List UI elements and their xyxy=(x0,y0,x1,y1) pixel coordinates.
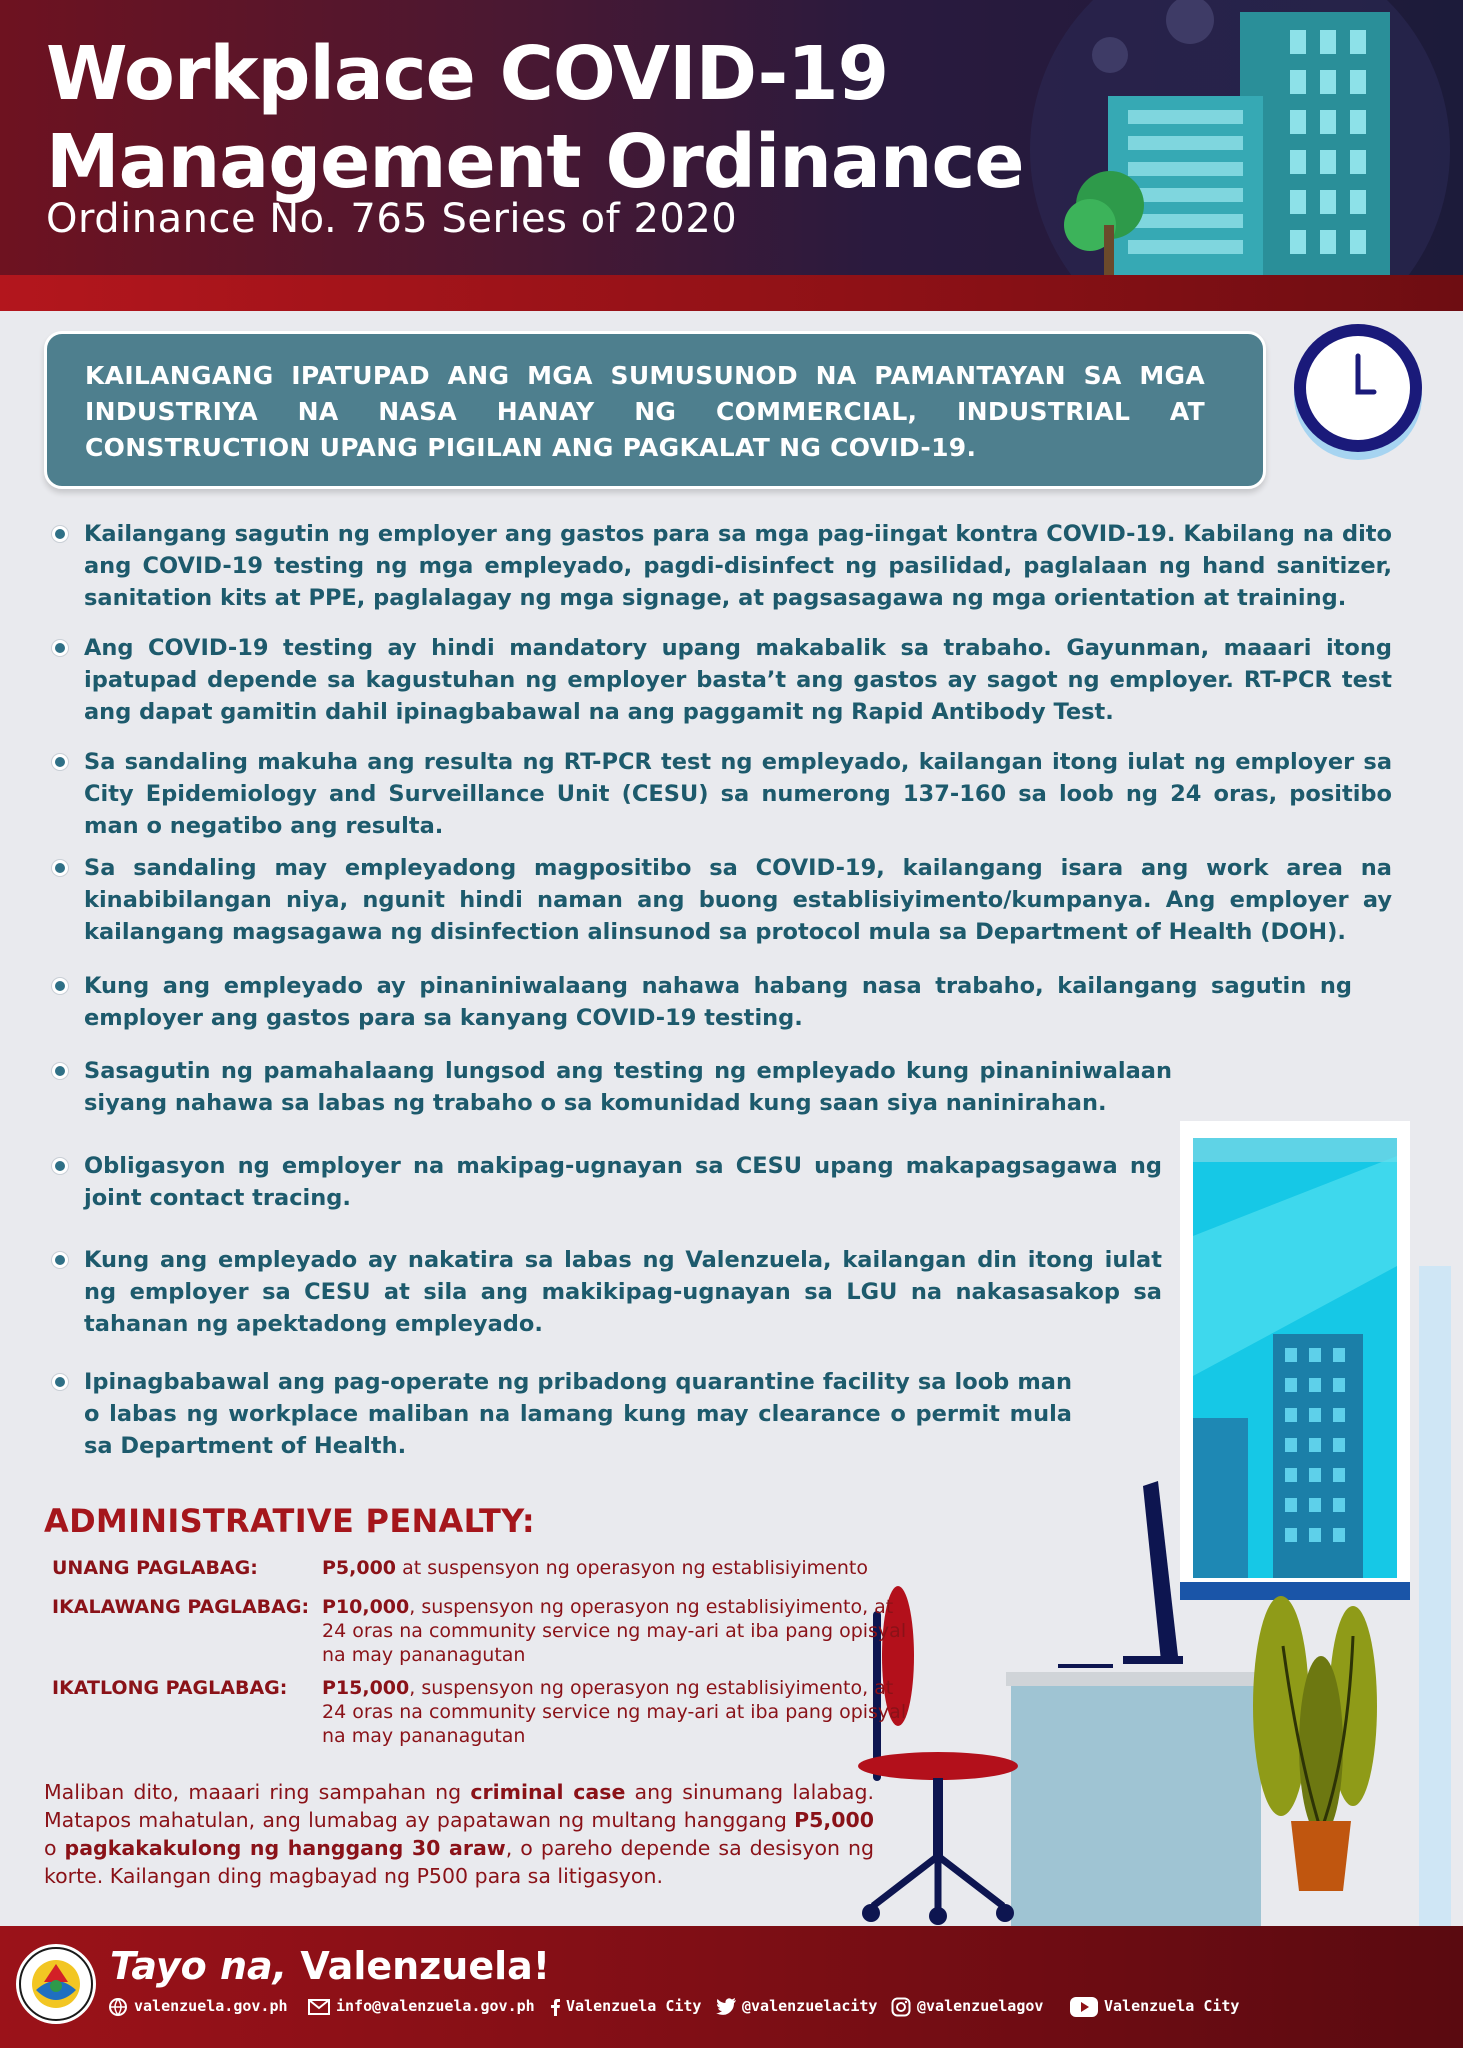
bullet-icon xyxy=(52,1374,68,1390)
penalty-text xyxy=(322,1556,912,1580)
bullet-icon xyxy=(52,978,68,994)
youtube-text: Valenzuela City xyxy=(1104,1997,1240,2015)
penalty-title: ADMINISTRATIVE PENALTY: xyxy=(44,1502,535,1540)
closing-text: o xyxy=(44,1836,65,1860)
bullet-icon xyxy=(52,754,68,770)
instagram-icon xyxy=(891,1997,911,2017)
bullet-text: Sa sandaling may empleyadong magpositibo sa COVID-19, kailangang isara ang work area na kinabibilangan niya, ngunit hindi naman ang buong establisiyimento/kumpanya. Ang employer ay kailangang magsagawa ng disinfection alinsunod sa protocol mula sa Department of Health (DOH). xyxy=(84,855,1392,945)
twitter-link[interactable] xyxy=(716,1994,877,2018)
closing-text: , o pareho depende sa desisyon ng korte. Kailangan ding magbayad ng P500 para sa litigasyon. xyxy=(44,1836,874,1888)
penalty-label: UNANG PAGLABAG: xyxy=(52,1557,258,1579)
bullet-text: Ang COVID-19 testing ay hindi mandatory upang makabalik sa trabaho. Gayunman, maaari itong ipatupad depende sa kagustuhan ng employer basta’t ang gastos ay sagot ng employer. RT-PCR test ang dapat gamitin dahil ipinagbabawal na ang paggamit ng Rapid Antibody Test. xyxy=(84,635,1392,725)
bullet-text: Sa sandaling makuha ang resulta ng RT-PCR test ng empleyado, kailangan itong iulat ng employer sa City Epidemiology and Surveillance Unit (CESU) sa numerong 137-160 sa loob ng 24 oras, positibo man o negatibo ang resulta. xyxy=(84,749,1392,839)
closing-paragraph xyxy=(44,1778,874,1890)
bullet-text: Sasagutin ng pamahalaang lungsod ang testing ng empleyado kung pinaniniwalaan siyang nahawa sa labas ng trabaho o sa komunidad kung saan siya naninirahan. xyxy=(84,1058,1172,1116)
title-line-1: Workplace COVID-19 xyxy=(46,31,889,117)
page-title xyxy=(46,30,1024,206)
header-banner xyxy=(0,0,1463,275)
instagram-link[interactable] xyxy=(891,1994,1043,2018)
bullet-text: Obligasyon ng employer na makipag-ugnayan sa CESU upang makapagsagawa ng joint contact tracing. xyxy=(84,1153,1162,1211)
penalty-label: IKALAWANG PAGLABAG: xyxy=(52,1596,310,1618)
penalty-amount: P15,000 xyxy=(322,1677,410,1699)
bullet-text: Kung ang empleyado ay pinaniniwalaang nahawa habang nasa trabaho, kailangang sagutin ng employer ang gastos para sa kanyang COVID-19 testing. xyxy=(84,973,1352,1031)
clock-icon xyxy=(1292,322,1428,462)
penalty-text xyxy=(322,1595,912,1667)
closing-bold: criminal case xyxy=(470,1780,626,1804)
list-item xyxy=(52,632,1392,728)
penalty-row-third xyxy=(52,1676,912,1752)
mail-icon xyxy=(308,1999,330,2015)
bullet-icon xyxy=(52,1252,68,1268)
ordinance-number: Ordinance No. 765 Series of 2020 xyxy=(46,196,738,242)
bullet-text: Kung ang empleyado ay nakatira sa labas ng Valenzuela, kailangan din itong iulat ng employer sa CESU at sila ang makikipag-ugnayan sa LGU na nakasasakop sa tahanan ng apektadong empleyado. xyxy=(84,1247,1162,1337)
penalty-amount: P5,000 xyxy=(322,1557,397,1579)
list-item xyxy=(52,1055,1172,1119)
penalty-description: , suspensyon ng operasyon ng establisiyimento, at 24 oras na community service ng may-ari at iba pang opisyal na may pananagutan xyxy=(322,1677,907,1747)
list-item xyxy=(52,970,1352,1034)
penalty-label: IKATLONG PAGLABAG: xyxy=(52,1677,288,1699)
closing-text: ang sinumang lalabag. Matapos mahatulan, ang lumabag ay papatawan ng multang hanggang xyxy=(44,1780,874,1832)
penalty-description: at suspensyon ng operasyon ng establisiyimento xyxy=(396,1557,868,1579)
instagram-text: @valenzuelagov xyxy=(917,1997,1044,2015)
twitter-text: @valenzuelacity xyxy=(742,1997,878,2015)
bullet-text: Ipinagbabawal ang pag-operate ng pribadong quarantine facility sa loob man o labas ng workplace maliban na lamang kung may clearance o permit mula sa Department of Health. xyxy=(84,1369,1072,1459)
facebook-text: Valenzuela City xyxy=(566,1997,702,2015)
facebook-link[interactable] xyxy=(550,1994,701,2018)
intro-text: KAILANGANG IPATUPAD ANG MGA SUMUSUNOD NA PAMANTAYAN SA MGA INDUSTRIYA NA NASA HANAY NG COMMERCIAL, INDUSTRIAL AT CONSTRUCTION UPANG PIGILAN ANG PAGKALAT NG COVID-19. xyxy=(85,361,1205,462)
youtube-icon xyxy=(1070,1997,1098,2017)
penalty-description: , suspensyon ng operasyon ng establisiyimento, at 24 oras na community service ng may-ari at iba pang opisyal na may pananagutan xyxy=(322,1596,907,1666)
penalty-amount: P10,000 xyxy=(322,1596,410,1618)
bullet-icon xyxy=(52,1063,68,1079)
bullet-icon xyxy=(52,640,68,656)
city-seal-logo xyxy=(14,1942,98,2026)
list-item xyxy=(52,746,1392,842)
email-link[interactable] xyxy=(308,1994,535,2018)
closing-text: Maliban dito, maaari ring sampahan ng xyxy=(44,1780,471,1804)
bullet-icon xyxy=(52,1158,68,1174)
title-line-2: Management Ordinance xyxy=(46,119,1024,205)
globe-icon xyxy=(108,1997,128,2017)
closing-bold: pagkakakulong ng hanggang 30 araw xyxy=(64,1836,506,1860)
penalty-text xyxy=(322,1676,912,1748)
office-illustration xyxy=(843,1116,1463,1926)
bullet-text: Kailangang sagutin ng employer ang gastos para sa mga pag-iingat kontra COVID-19. Kabilang na dito ang COVID-19 testing ng mga empleyado, pagdi-disinfect ng pasilidad, paglalaan ng hand sanitizer, sanitation kits at PPE, paglalagay ng mga signage, at pagsasagawa ng mga orientation at training. xyxy=(84,521,1392,611)
closing-bold: P5,000 xyxy=(794,1808,874,1832)
list-item xyxy=(52,518,1392,614)
youtube-link[interactable] xyxy=(1070,1994,1239,2018)
email-text: info@valenzuela.gov.ph xyxy=(336,1997,535,2015)
intro-box xyxy=(44,331,1266,489)
bullet-icon xyxy=(52,526,68,542)
city-buildings-illustration xyxy=(1000,0,1463,275)
twitter-icon xyxy=(716,1998,736,2015)
penalty-row-first xyxy=(52,1556,912,1584)
penalty-row-second xyxy=(52,1595,912,1671)
slogan xyxy=(110,1944,550,1988)
website-text: valenzuela.gov.ph xyxy=(134,1997,288,2015)
facebook-icon xyxy=(550,1998,560,2016)
list-item xyxy=(52,852,1392,948)
header-divider-band xyxy=(0,275,1463,311)
slogan-italic: Tayo na, xyxy=(110,1944,288,1988)
slogan-text: Valenzuela! xyxy=(287,1944,551,1988)
website-link[interactable] xyxy=(108,1994,288,2018)
bullet-icon xyxy=(52,860,68,876)
